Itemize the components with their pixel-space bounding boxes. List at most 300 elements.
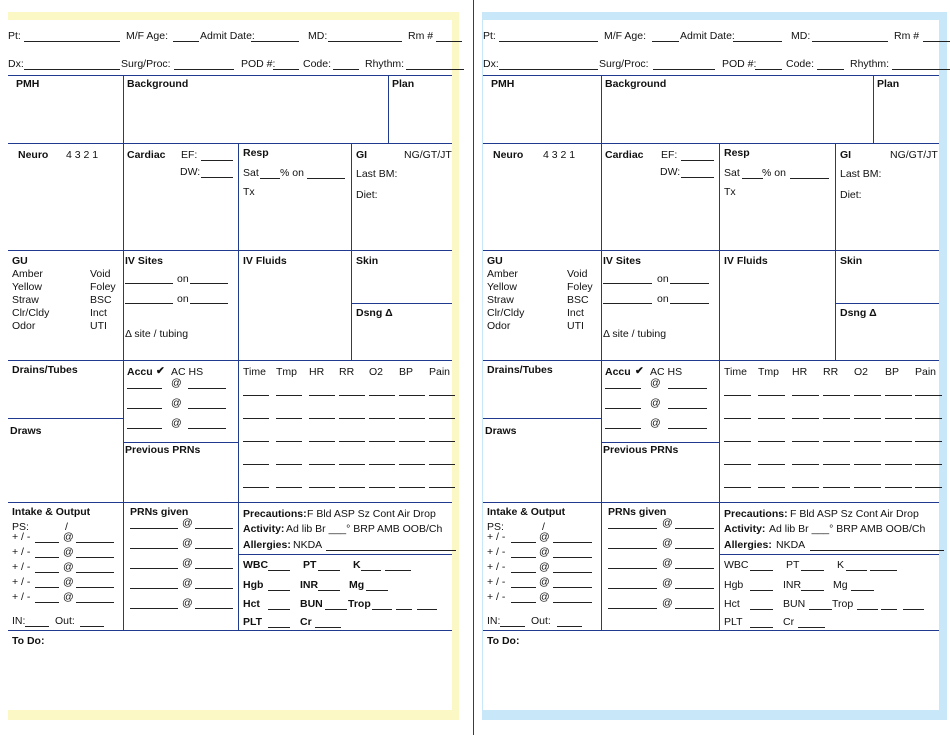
surg-proc-label: Surg/Proc:: [121, 58, 171, 70]
vital-cell-4-2[interactable]: [309, 487, 335, 488]
io-amt-0[interactable]: [511, 542, 536, 543]
rule-drains-split: [483, 418, 601, 419]
in-field[interactable]: [25, 626, 49, 627]
vital-cell-0-3[interactable]: [823, 395, 850, 396]
prn-time-0[interactable]: [195, 528, 233, 529]
prn-at-3: @: [182, 577, 193, 589]
vital-cell-3-0[interactable]: [724, 464, 751, 465]
accu-at-1: @: [650, 397, 661, 409]
vital-cell-1-5[interactable]: [399, 418, 425, 419]
o2-field[interactable]: [307, 178, 345, 179]
accu-check: ✔: [156, 365, 165, 377]
prn-med-1[interactable]: [608, 548, 657, 549]
io-amt-3[interactable]: [511, 587, 536, 588]
diet-label: Diet:: [356, 189, 378, 201]
io-time-2[interactable]: [553, 572, 592, 573]
trop-field[interactable]: [857, 609, 878, 610]
age-field[interactable]: [173, 41, 199, 42]
prev-prns-label: Previous PRNs: [125, 444, 201, 456]
age-field[interactable]: [652, 41, 679, 42]
vital-cell-3-3[interactable]: [823, 464, 850, 465]
accu-val-2[interactable]: [605, 428, 641, 429]
prn-time-4[interactable]: [675, 608, 714, 609]
vital-cell-1-3[interactable]: [339, 418, 365, 419]
rule-labs-split: [238, 554, 452, 555]
vital-cell-1-6[interactable]: [915, 418, 942, 419]
md-field[interactable]: [328, 41, 402, 42]
pt-field[interactable]: [24, 41, 120, 42]
draws-label: Draws: [485, 425, 517, 437]
hct-field[interactable]: [268, 609, 290, 610]
resp-label: Resp: [243, 147, 269, 159]
vitals-col-5: BP: [399, 366, 414, 378]
io-time-0[interactable]: [76, 542, 114, 543]
code-field[interactable]: [333, 69, 359, 70]
trop-field[interactable]: [372, 609, 392, 610]
vital-cell-3-1[interactable]: [758, 464, 785, 465]
vitals-col-5: BP: [885, 366, 900, 378]
vital-cell-3-1[interactable]: [276, 464, 302, 465]
vital-cell-0-2[interactable]: [309, 395, 335, 396]
allergies-field[interactable]: [810, 550, 944, 551]
vital-cell-3-5[interactable]: [399, 464, 425, 465]
k-lab-field[interactable]: [846, 570, 867, 571]
vital-cell-4-1[interactable]: [758, 487, 785, 488]
vital-cell-3-2[interactable]: [309, 464, 335, 465]
drains-label: Drains/Tubes: [12, 364, 78, 376]
ef-field[interactable]: [201, 160, 233, 161]
io-time-4[interactable]: [553, 602, 592, 603]
bun-field[interactable]: [325, 609, 347, 610]
plt-field[interactable]: [268, 627, 290, 628]
vital-cell-2-0[interactable]: [243, 441, 269, 442]
vital-cell-4-4[interactable]: [854, 487, 881, 488]
pt-lab-field[interactable]: [801, 570, 824, 571]
accu-label: Accu: [605, 366, 631, 378]
dx-label: Dx:: [483, 58, 499, 70]
accu-val-1[interactable]: [605, 408, 641, 409]
ef-field[interactable]: [681, 160, 714, 161]
vital-cell-3-5[interactable]: [885, 464, 912, 465]
io-time-3[interactable]: [76, 587, 114, 588]
io-amt-0[interactable]: [35, 542, 59, 543]
diet-label: Diet:: [840, 189, 862, 201]
vital-cell-2-6[interactable]: [915, 441, 942, 442]
prn-time-2[interactable]: [195, 568, 233, 569]
iv-date-2[interactable]: [670, 303, 709, 304]
io-at-4: @: [63, 591, 74, 603]
dw-label: DW:: [660, 166, 681, 178]
vital-cell-0-6[interactable]: [429, 395, 455, 396]
k-field-2[interactable]: [870, 570, 897, 571]
mg-field[interactable]: [851, 590, 874, 591]
vital-cell-3-4[interactable]: [369, 464, 395, 465]
vitals-col-4: O2: [854, 366, 869, 378]
pmh-label: PMH: [16, 78, 40, 90]
vital-cell-1-2[interactable]: [792, 418, 819, 419]
vital-cell-1-3[interactable]: [823, 418, 850, 419]
prn-at-0: @: [182, 517, 193, 529]
io-time-4[interactable]: [76, 602, 114, 603]
dw-label: DW:: [180, 166, 201, 178]
vital-cell-2-2[interactable]: [792, 441, 819, 442]
code-field[interactable]: [817, 69, 844, 70]
prn-time-3[interactable]: [195, 588, 233, 589]
vital-cell-0-2[interactable]: [792, 395, 819, 396]
cardiac-label: Cardiac: [127, 149, 166, 161]
vital-cell-1-4[interactable]: [854, 418, 881, 419]
k-lab: K: [353, 559, 361, 571]
io-pm-4: + / -: [487, 591, 506, 603]
iv-date-1[interactable]: [190, 283, 228, 284]
wbc: WBC: [724, 559, 749, 571]
vital-cell-1-0[interactable]: [243, 418, 269, 419]
vital-cell-2-0[interactable]: [724, 441, 751, 442]
rule-accu-split: [601, 442, 719, 443]
bun-field[interactable]: [809, 609, 832, 610]
accu-time-2[interactable]: [188, 428, 226, 429]
prn-time-2[interactable]: [675, 568, 714, 569]
wbc-field[interactable]: [750, 570, 773, 571]
prn-med-4[interactable]: [608, 608, 657, 609]
prn-at-0: @: [662, 517, 673, 529]
io-at-2: @: [63, 561, 74, 573]
vital-cell-2-1[interactable]: [758, 441, 785, 442]
io-pm-4: + / -: [12, 591, 31, 603]
cr: Cr: [783, 616, 795, 628]
accu-at-0: @: [171, 377, 182, 389]
md-label: MD:: [791, 30, 811, 42]
prn-med-1[interactable]: [130, 548, 178, 549]
io-amt-1[interactable]: [35, 557, 59, 558]
vitals-col-6: Pain: [915, 366, 937, 378]
accu-time-1[interactable]: [188, 408, 226, 409]
vitals-col-1: Tmp: [276, 366, 297, 378]
rule-io-bottom: [483, 630, 939, 631]
io-at-0: @: [63, 531, 74, 543]
site-tubing-label: Δ site / tubing: [125, 328, 189, 340]
prn-time-4[interactable]: [195, 608, 233, 609]
k-lab-field[interactable]: [361, 570, 381, 571]
rule-io-bottom: [8, 630, 452, 631]
io-time-0[interactable]: [553, 542, 592, 543]
vrule-plan: [388, 75, 389, 143]
rule-skin-split: [351, 303, 452, 304]
gu-mode-1: Foley: [90, 281, 116, 293]
iv-site-2[interactable]: [125, 303, 173, 304]
prn-at-2: @: [182, 557, 193, 569]
hgb-field[interactable]: [750, 590, 773, 591]
k-field-2[interactable]: [385, 570, 411, 571]
pod-field[interactable]: [755, 69, 782, 70]
vital-cell-0-3[interactable]: [339, 395, 365, 396]
admit-field[interactable]: [733, 41, 782, 42]
surg-field[interactable]: [653, 69, 715, 70]
cr-field[interactable]: [315, 627, 341, 628]
prn-med-4[interactable]: [130, 608, 178, 609]
surg-field[interactable]: [174, 69, 234, 70]
accu-val-1[interactable]: [127, 408, 162, 409]
vital-cell-2-6[interactable]: [429, 441, 455, 442]
io-pm-3: + / -: [487, 576, 506, 588]
vrule-resp: [719, 143, 720, 630]
io-amt-4[interactable]: [511, 602, 536, 603]
vital-cell-0-5[interactable]: [399, 395, 425, 396]
prn-med-2[interactable]: [130, 568, 178, 569]
io-at-2: @: [539, 561, 550, 573]
plt-field[interactable]: [750, 627, 773, 628]
precautions-items: F Bld ASP Sz Cont Air Drop: [790, 508, 919, 520]
accu-val-0[interactable]: [605, 388, 641, 389]
mg-field[interactable]: [366, 590, 388, 591]
vital-cell-2-4[interactable]: [854, 441, 881, 442]
prn-time-1[interactable]: [675, 548, 714, 549]
vital-cell-0-0[interactable]: [243, 395, 269, 396]
dw-field[interactable]: [201, 177, 233, 178]
trop-field-2[interactable]: [396, 609, 412, 610]
vital-cell-1-6[interactable]: [429, 418, 455, 419]
out-field[interactable]: [80, 626, 104, 627]
vital-cell-3-6[interactable]: [429, 464, 455, 465]
ng-label: NG/GT/JT: [890, 149, 938, 161]
gu-mode-4: UTI: [567, 320, 584, 332]
room-field[interactable]: [923, 41, 950, 42]
rule-drains-split: [8, 418, 123, 419]
gu-color-0: Amber: [12, 268, 43, 280]
left-report-sheet: [0, 0, 474, 735]
vital-cell-0-5[interactable]: [885, 395, 912, 396]
activity-label: Activity:: [724, 523, 766, 535]
dsng-label: Dsng Δ: [356, 307, 393, 319]
io-at-4: @: [539, 591, 550, 603]
sat-field[interactable]: [260, 178, 280, 179]
iv-sites-label: IV Sites: [603, 255, 641, 267]
io-label: Intake & Output: [12, 506, 91, 518]
accu-val-0[interactable]: [127, 388, 162, 389]
prns-given-label: PRNs given: [608, 506, 667, 518]
trop-field-3[interactable]: [903, 609, 924, 610]
vital-cell-2-3[interactable]: [823, 441, 850, 442]
vital-cell-1-0[interactable]: [724, 418, 751, 419]
io-time-3[interactable]: [553, 587, 592, 588]
surg-proc-label: Surg/Proc:: [599, 58, 649, 70]
mf-age-label: M/F Age:: [604, 30, 647, 42]
vital-cell-0-0[interactable]: [724, 395, 751, 396]
tx-label: Tx: [243, 186, 255, 198]
vital-cell-4-1[interactable]: [276, 487, 302, 488]
vitals-col-2: HR: [792, 366, 808, 378]
prns-given-label: PRNs given: [130, 506, 189, 518]
in-field[interactable]: [500, 626, 525, 627]
pt-label: Pt:: [483, 30, 496, 42]
vital-cell-4-2[interactable]: [792, 487, 819, 488]
neuro-label: Neuro: [493, 149, 524, 161]
io-at-1: @: [63, 546, 74, 558]
io-time-1[interactable]: [553, 557, 592, 558]
vital-cell-4-5[interactable]: [399, 487, 425, 488]
vital-cell-4-3[interactable]: [823, 487, 850, 488]
io-amt-4[interactable]: [35, 602, 59, 603]
site-tubing-label: Δ site / tubing: [603, 328, 667, 340]
plt: PLT: [724, 616, 743, 628]
prn-time-1[interactable]: [195, 548, 233, 549]
vital-cell-2-3[interactable]: [339, 441, 365, 442]
rhythm-field[interactable]: [406, 69, 464, 70]
vital-cell-1-4[interactable]: [369, 418, 395, 419]
vrule-background: [601, 75, 602, 143]
rule-pmh-bottom: [8, 143, 452, 144]
vital-cell-4-0[interactable]: [724, 487, 751, 488]
vrule-drains: [601, 360, 602, 630]
rhythm-label: Rhythm:: [850, 58, 890, 70]
vital-cell-2-4[interactable]: [369, 441, 395, 442]
accu-time-0[interactable]: [188, 388, 226, 389]
iv-on-1: on: [177, 273, 189, 285]
iv-site-1[interactable]: [603, 283, 652, 284]
iv-on-1: on: [657, 273, 669, 285]
vital-cell-4-3[interactable]: [339, 487, 365, 488]
inr-field[interactable]: [318, 590, 340, 591]
accu-time-2[interactable]: [668, 428, 707, 429]
prn-med-2[interactable]: [608, 568, 657, 569]
vital-cell-1-5[interactable]: [885, 418, 912, 419]
prn-med-3[interactable]: [608, 588, 657, 589]
vrule-plan: [873, 75, 874, 143]
md-label: MD:: [308, 30, 328, 42]
rhythm-label: Rhythm:: [365, 58, 405, 70]
accu-time-0[interactable]: [668, 388, 707, 389]
pct-on-label: % on: [280, 167, 304, 179]
io-amt-1[interactable]: [511, 557, 536, 558]
sat-field[interactable]: [742, 178, 763, 179]
vital-cell-2-5[interactable]: [399, 441, 425, 442]
room-label: Rm #: [894, 30, 920, 42]
vital-cell-3-3[interactable]: [339, 464, 365, 465]
prn-med-0[interactable]: [608, 528, 657, 529]
vitals-col-0: Time: [724, 366, 747, 378]
gu-label: GU: [487, 255, 503, 267]
pt-lab-field[interactable]: [318, 570, 340, 571]
vital-cell-0-6[interactable]: [915, 395, 942, 396]
allergies-field[interactable]: [326, 550, 456, 551]
dx-field[interactable]: [499, 69, 598, 70]
cr-field[interactable]: [798, 627, 825, 628]
dw-field[interactable]: [681, 177, 714, 178]
md-field[interactable]: [812, 41, 888, 42]
rule-neuro-bottom: [483, 250, 939, 251]
last-bm-label: Last BM:: [356, 168, 398, 180]
io-time-1[interactable]: [76, 557, 114, 558]
resp-label: Resp: [724, 147, 750, 159]
vital-cell-3-4[interactable]: [854, 464, 881, 465]
vital-cell-0-1[interactable]: [276, 395, 302, 396]
vital-cell-4-4[interactable]: [369, 487, 395, 488]
io-amt-2[interactable]: [35, 572, 59, 573]
iv-site-2[interactable]: [603, 303, 652, 304]
iv-on-2: on: [177, 293, 189, 305]
vital-cell-2-1[interactable]: [276, 441, 302, 442]
vital-cell-1-1[interactable]: [276, 418, 302, 419]
vital-cell-4-6[interactable]: [915, 487, 942, 488]
pt-lab: PT: [303, 559, 317, 571]
pt-field[interactable]: [499, 41, 598, 42]
iv-fluids-label: IV Fluids: [243, 255, 287, 267]
vital-cell-2-2[interactable]: [309, 441, 335, 442]
cr: Cr: [300, 616, 312, 628]
vitals-col-3: RR: [823, 366, 839, 378]
vital-cell-1-2[interactable]: [309, 418, 335, 419]
vital-cell-1-1[interactable]: [758, 418, 785, 419]
pt-lab: PT: [786, 559, 800, 571]
allergies-label: Allergies:: [724, 539, 772, 551]
io-amt-3[interactable]: [35, 587, 59, 588]
vrule-background: [123, 75, 124, 143]
pod-field[interactable]: [273, 69, 299, 70]
trop-field-2[interactable]: [881, 609, 897, 610]
prn-at-1: @: [182, 537, 193, 549]
prn-at-1: @: [662, 537, 673, 549]
prn-med-3[interactable]: [130, 588, 178, 589]
ac-hs-label: AC HS: [650, 366, 683, 378]
iv-date-1[interactable]: [670, 283, 709, 284]
neuro-scale: 4 3 2 1: [543, 149, 576, 161]
vrule-cardiac: [601, 143, 602, 360]
vital-cell-0-1[interactable]: [758, 395, 785, 396]
o2-field[interactable]: [790, 178, 829, 179]
room-field[interactable]: [436, 41, 462, 42]
iv-site-1[interactable]: [125, 283, 173, 284]
hgb-field[interactable]: [268, 590, 290, 591]
dx-field[interactable]: [24, 69, 120, 70]
plt: PLT: [243, 616, 263, 628]
draws-label: Draws: [10, 425, 42, 437]
iv-date-2[interactable]: [190, 303, 228, 304]
wbc-field[interactable]: [268, 570, 290, 571]
out-label: Out:: [55, 615, 75, 627]
gu-mode-0: Void: [90, 268, 111, 280]
prn-time-0[interactable]: [675, 528, 714, 529]
skin-label: Skin: [840, 255, 863, 267]
prn-med-0[interactable]: [130, 528, 178, 529]
vital-cell-4-0[interactable]: [243, 487, 269, 488]
inr-field[interactable]: [801, 590, 824, 591]
vital-cell-3-6[interactable]: [915, 464, 942, 465]
vital-cell-4-5[interactable]: [885, 487, 912, 488]
io-pm-3: + / -: [12, 576, 31, 588]
out-field[interactable]: [557, 626, 582, 627]
io-pm-2: + / -: [12, 561, 31, 573]
accu-time-1[interactable]: [668, 408, 707, 409]
background-label: Background: [605, 78, 667, 90]
pod-label: POD #:: [241, 58, 276, 70]
vital-cell-3-2[interactable]: [792, 464, 819, 465]
hct-field[interactable]: [750, 609, 773, 610]
vital-cell-2-5[interactable]: [885, 441, 912, 442]
gu-mode-2: BSC: [90, 294, 112, 306]
io-amt-2[interactable]: [511, 572, 536, 573]
vital-cell-0-4[interactable]: [369, 395, 395, 396]
io-time-2[interactable]: [76, 572, 114, 573]
rhythm-field[interactable]: [892, 69, 950, 70]
accu-val-2[interactable]: [127, 428, 162, 429]
vital-cell-4-6[interactable]: [429, 487, 455, 488]
prn-time-3[interactable]: [675, 588, 714, 589]
nkda-label: NKDA: [776, 539, 806, 551]
trop-field-3[interactable]: [417, 609, 437, 610]
vital-cell-3-0[interactable]: [243, 464, 269, 465]
admit-field[interactable]: [251, 41, 299, 42]
vital-cell-0-4[interactable]: [854, 395, 881, 396]
